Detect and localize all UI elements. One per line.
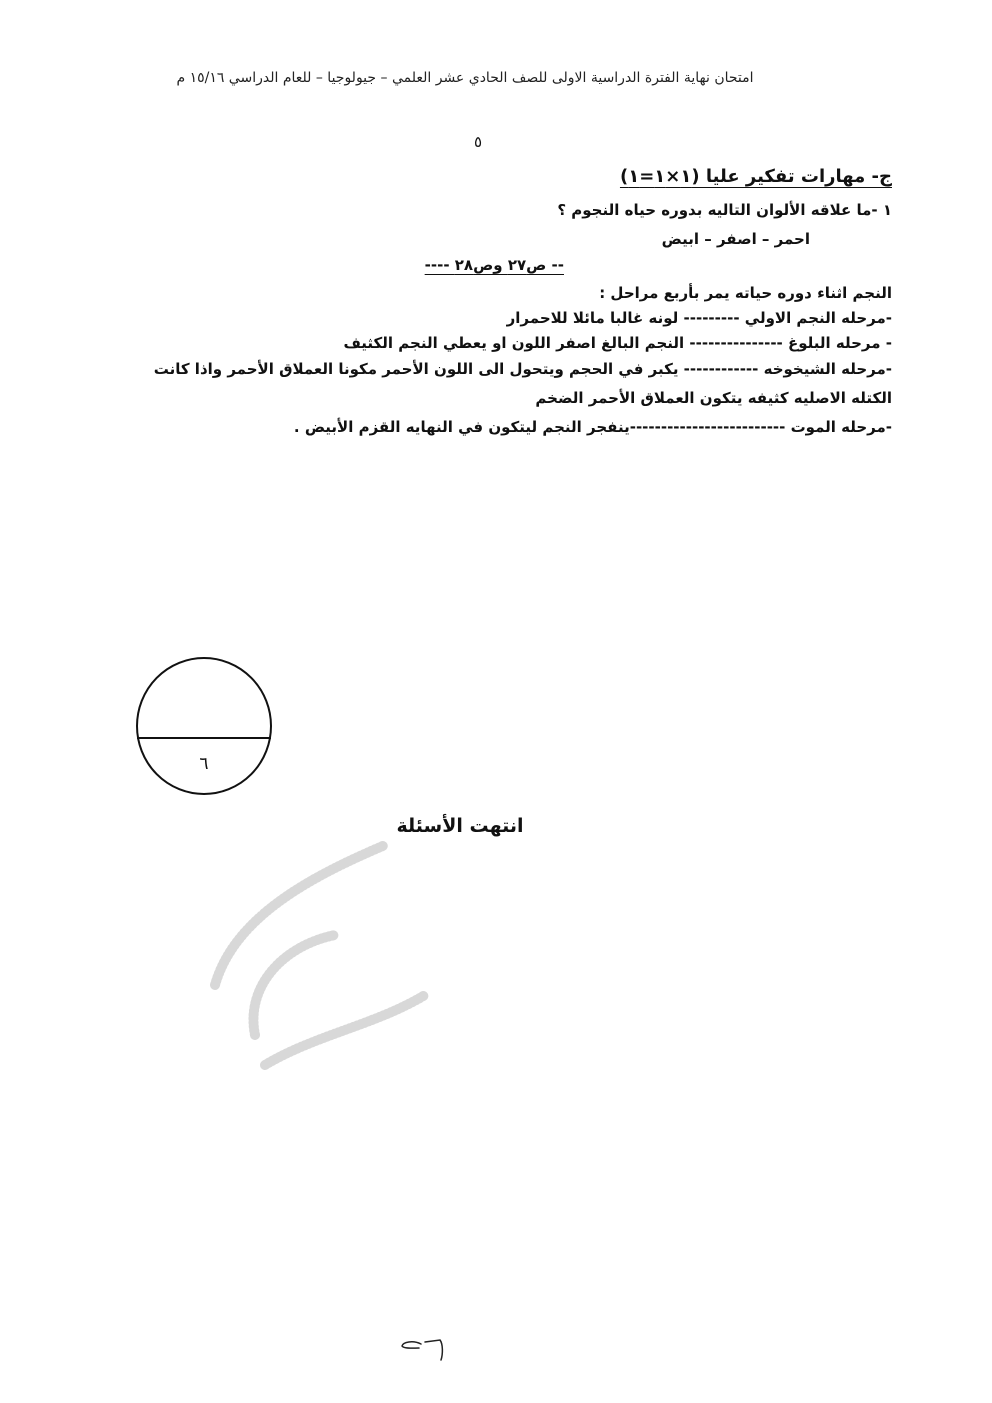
answer-line: -مرحله النجم الاولي --------- لونه غالبا مائلا للاحمرار <box>506 309 892 327</box>
colors-list: احمر – اصفر – ابيض <box>661 230 810 248</box>
answer-line: الكتله الاصليه كثيفه يتكون العملاق الأحمر الضخم <box>535 389 892 407</box>
answer-line: -مرحله الشيخوخه ------------ يكبر في الحجم ويتحول الى اللون الأحمر مكونا العملاق الأحمر واذا كانت <box>153 360 892 378</box>
handwritten-mark <box>395 1330 455 1370</box>
stamp-smudge <box>195 835 455 1085</box>
page-number: ٥ <box>473 133 483 151</box>
score-circle <box>135 656 273 796</box>
score-value: ٦ <box>199 754 209 774</box>
answer-line: -مرحله الموت -------------------------ينفجر النجم ليتكون في النهايه القزم الأبيض . <box>293 418 892 436</box>
answer-line: - مرحله البلوغ --------------- النجم البالغ اصفر اللون او يعطي النجم الكثيف <box>343 334 892 352</box>
page-reference: -- ص٢٧ وص٢٨ ---- <box>424 256 564 274</box>
answer-intro: النجم اثناء دوره حياته يمر بأربع مراحل : <box>599 284 892 302</box>
section-title: ج- مهارات تفكير عليا (١×١=١) <box>619 166 892 187</box>
question-text: ١ -ما علاقه الألوان التاليه بدوره حياه النجوم ؟ <box>557 201 892 219</box>
end-of-questions: انتهت الأسئلة <box>396 815 524 837</box>
exam-header: امتحان نهاية الفترة الدراسية الاولى للصف الحادي عشر العلمي – جيولوجيا – للعام الدراسي ١٥/١٦ م <box>176 70 754 86</box>
